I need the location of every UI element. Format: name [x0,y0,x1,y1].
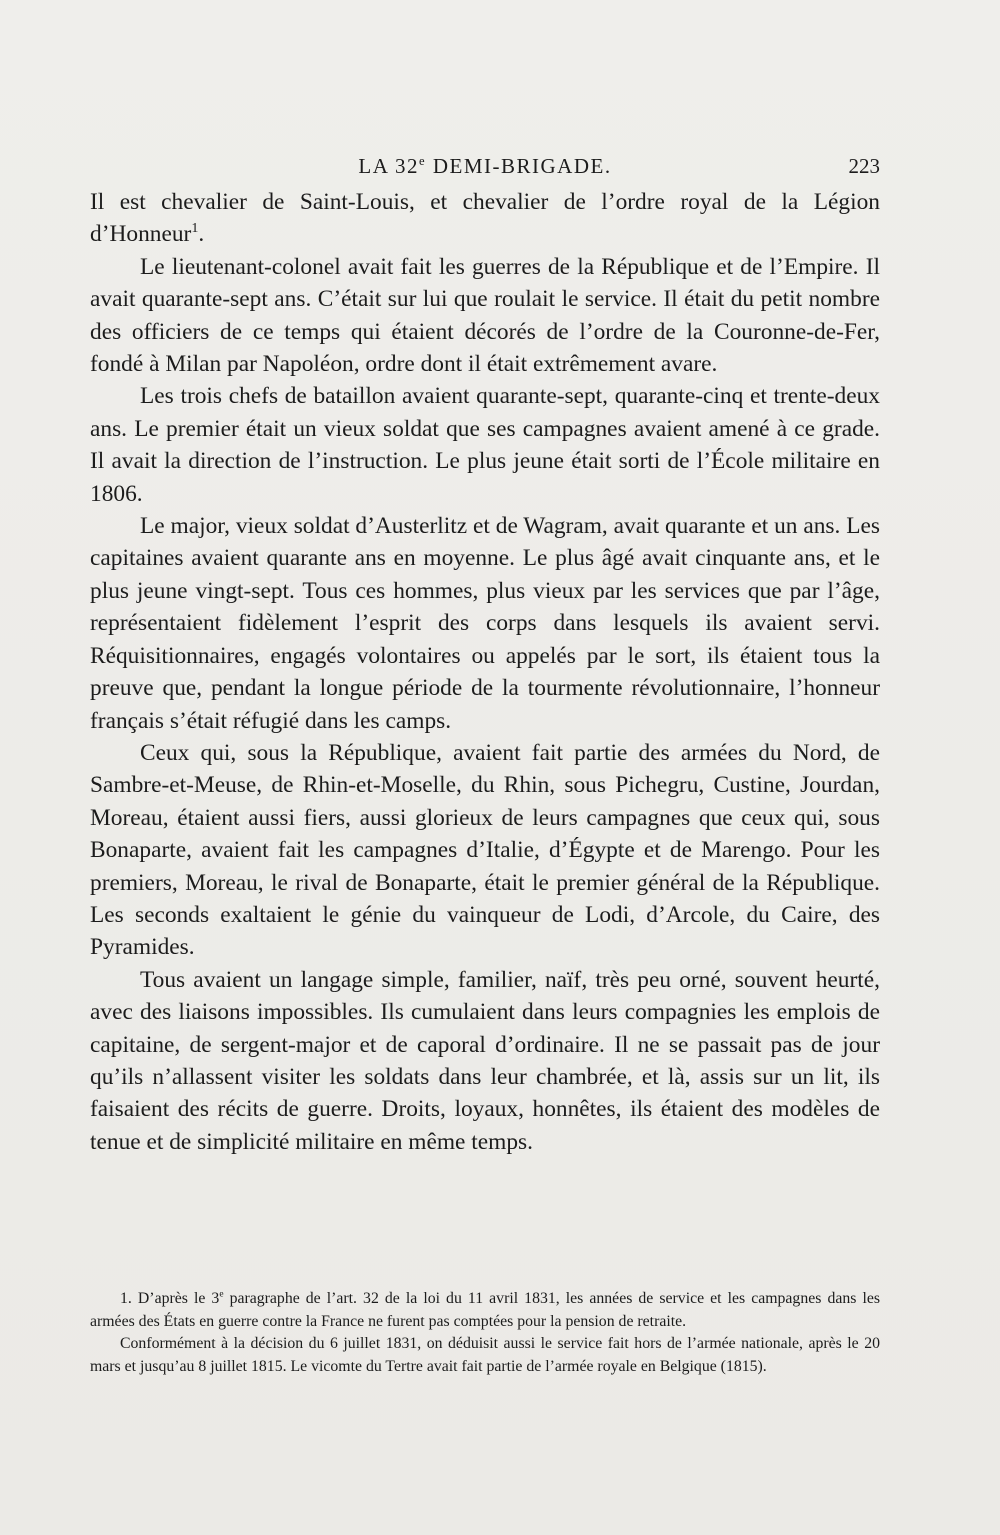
paragraph-1 [90,186,880,251]
paragraph-1-text: Il est chevalier de Saint-Louis, et chevalier de l’ordre royal de la Légion d’Honneur [90,189,880,248]
footnote-1 [90,1288,880,1333]
body-text [90,186,880,1158]
paragraph-3: Les trois chefs de bataillon avaient quarante-sept, quarante-cinq et trente-deux ans. Le premier était un vieux soldat que ses campagnes avaient amené à ce grade. Il avait la direction de l’instruction. Le plus jeune était sorti de l’École militaire en 1806. [90,383,880,507]
footnotes [90,1288,880,1378]
page-number: 223 [848,154,880,178]
running-title-start: LA 32 [358,154,419,178]
paragraph-5: Ceux qui, sous la République, avaient fait partie des armées du Nord, de Sambre-et-Meuse, de Rhin-et-Moselle, du Rhin, sous Pichegru, Custine, Jourdan, Moreau, étaient aussi fiers, aussi glorieux de leurs campagnes que ceux qui, sous Bonaparte, avaient fait les campagnes d’Italie, d’Égypte et de Marengo. Pour les premiers, Moreau, le rival de Bonaparte, était le premier général de la République. Les seconds exaltaient le génie du vainqueur de Lodi, d’Arcole, du Caire, des Pyramides. [90,739,880,961]
running-title-superscript: e [419,154,427,168]
footnote-1-superscript: e [219,1289,224,1300]
running-title [90,154,880,179]
footnote-ref-1: 1 [191,220,199,237]
page-header [90,150,880,182]
footnote-1-start: 1. D’après le 3 [120,1290,220,1307]
running-title-end: DEMI-BRIGADE. [426,154,612,178]
footnote-1-rest: paragraphe de l’art. 32 de la loi du 11 avril 1831, les années de service et les campagnes dans les armées des États en guerre contre la France ne furent pas comptées pour la pension de retraite. [90,1290,880,1330]
paragraph-1-end: . [198,221,205,248]
paragraph-2: Le lieutenant-colonel avait fait les guerres de la République et de l’Empire. Il avait quarante-sept ans. C’était sur lui que roulait le service. Il était du petit nombre des officiers de ce temps qui étaient décorés de l’ordre de la Couronne-de-Fer, fondé à Milan par Napoléon, ordre dont il était extrêmement avare. [90,253,880,378]
footnote-2: Conformément à la décision du 6 juillet 1831, on déduisit aussi le service fait hors de l’armée nationale, après le 20 mars et jusqu’au 8 juillet 1815. Le vicomte du Tertre avait fait partie de l’armée royale en Belgique (1815). [90,1335,880,1375]
paragraph-4: Le major, vieux soldat d’Austerlitz et de Wagram, avait quarante et un ans. Les capitaines avaient quarante ans en moyenne. Le plus âgé avait cinquante ans, et le plus jeune vingt-sept. Tous ces hommes, plus vieux par les services que par l’âge, représentaient fidèlement l’esprit des corps dans lesquels ils avaient servi. Réquisitionnaires, engagés volontaires ou appelés par le sort, ils étaient tous la preuve que, pendant la longue période de la tourmente révolutionnaire, l’honneur français s’était réfugié dans les camps. [90,513,880,734]
paragraph-6: Tous avaient un langage simple, familier, naïf, très peu orné, souvent heurté, avec des liaisons impossibles. Ils cumulaient dans leurs compagnies les emplois de capitaine, de sergent-major et de caporal d’ordinaire. Il ne se passait pas de jour qu’ils n’allassent visiter les soldats dans leur chambrée, et là, assis sur un lit, ils faisaient des récits de guerre. Droits, loyaux, honnêtes, ils étaient des modèles de tenue et de simplicité militaire en même temps. [90,966,880,1155]
